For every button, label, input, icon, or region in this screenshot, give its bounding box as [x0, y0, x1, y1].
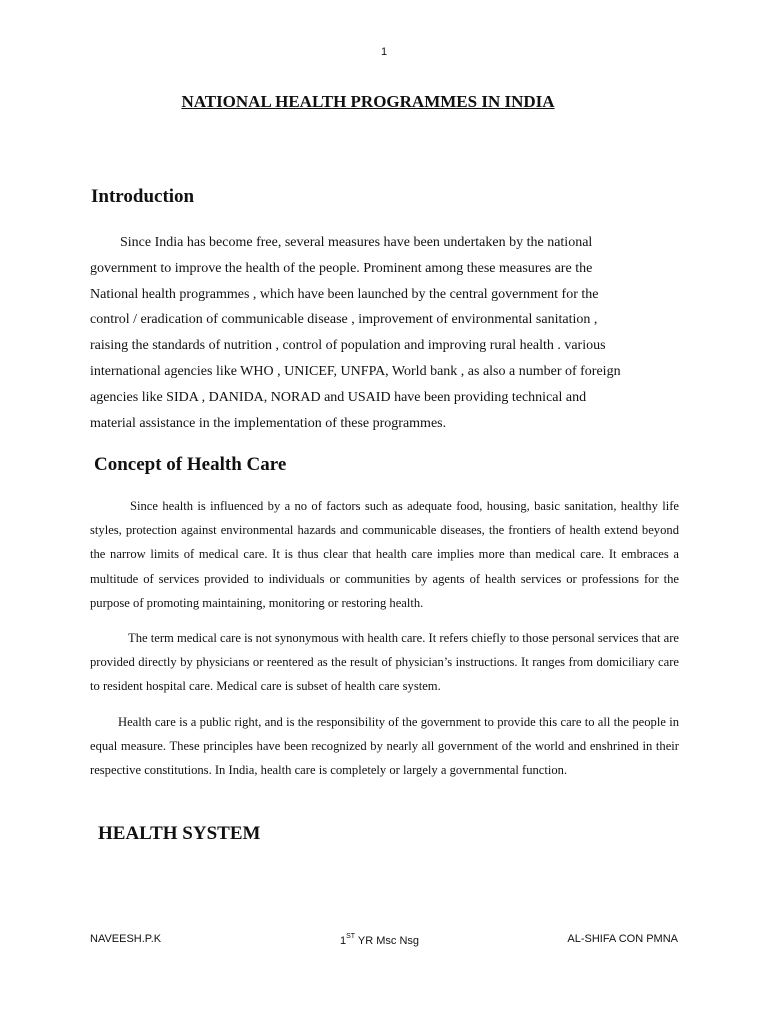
concept-paragraph-3: Health care is a public right, and is the responsibility of the government to provide this care to all the people in equal measure. These principles have been recognized by nearly all government of the world and enshrined in their respective constitutions. In India, health care is completely or largely a governmental function. — [90, 715, 679, 778]
concept-paragraph-2: The term medical care is not synonymous with health care. It refers chiefly to those personal services that are provided directly by physicians or reentered as the result of physician’s instructions. It ranges from domiciliary care to resident hospital care. Medical care is subset of health care system. — [90, 631, 679, 694]
footer-course — [340, 933, 419, 947]
page-number: 1 — [380, 46, 388, 58]
concept-heading: Concept of Health Care — [94, 454, 287, 475]
intro-line: material assistance in the implementation of these programmes. — [90, 415, 447, 431]
footer-course-year: 1 — [340, 935, 347, 947]
footer-course-ordinal: ST — [346, 933, 356, 940]
intro-line: international agencies like WHO , UNICEF, UNFPA, World bank , as also a number of foreign — [90, 363, 621, 379]
health-system-heading: HEALTH SYSTEM — [98, 823, 261, 844]
intro-line: Since India has become free, several measures have been undertaken by the national — [120, 235, 593, 250]
document-title: NATIONAL HEALTH PROGRAMMES IN INDIA — [181, 92, 555, 111]
introduction-paragraph — [90, 230, 650, 436]
page-footer — [90, 933, 678, 951]
intro-line: agencies like SIDA , DANIDA, NORAD and USAID have been providing technical and — [90, 389, 587, 405]
introduction-heading: Introduction — [91, 186, 195, 207]
intro-line: control / eradication of communicable disease , improvement of environmental sanitation , — [90, 312, 598, 328]
footer-course-name: YR Msc Nsg — [355, 935, 420, 947]
intro-line: National health programmes , which have been launched by the central government for the — [90, 286, 599, 302]
concept-paragraph-1: Since health is influenced by a no of factors such as adequate food, housing, basic sanitation, healthy life styles, protection against environmental hazards and communicable diseases, the frontiers of health extend beyond the narrow limits of medical care. It is thus clear that health care implies more than medical care. It embraces a multitude of services provided to individuals or communities by agents of health services or professions for the purpose of promoting maintaining, monitoring or restoring health. — [90, 499, 679, 610]
footer-author: NAVEESH.P.K — [90, 933, 162, 945]
footer-institution: AL-SHIFA CON PMNA — [567, 933, 678, 945]
intro-line: government to improve the health of the people. Prominent among these measures are the — [90, 260, 593, 276]
intro-line: raising the standards of nutrition , control of population and improving rural health . various — [90, 338, 606, 354]
